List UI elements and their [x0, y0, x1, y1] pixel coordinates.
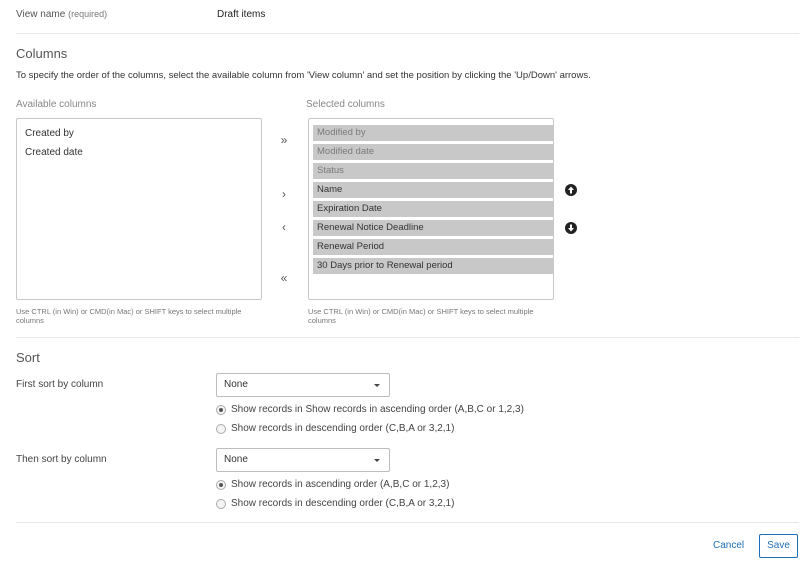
cancel-button[interactable]: Cancel	[713, 540, 745, 551]
list-item[interactable]: Modified by	[313, 125, 553, 141]
columns-instructions: To specify the order of the columns, select the available column from 'View column' and set the position by clicking the 'Up/Down' arrows.	[16, 70, 591, 81]
radio-button[interactable]	[216, 405, 226, 415]
caret-down-icon	[374, 384, 380, 387]
radio-label: Show records in descending order (C,B,A or 3,2,1)	[231, 423, 455, 434]
arrow-up-circle-icon[interactable]	[565, 184, 577, 196]
first-sort-label: First sort by column	[16, 379, 104, 390]
list-item[interactable]: Status	[313, 163, 553, 179]
divider	[16, 337, 799, 338]
first-sort-select[interactable]	[216, 373, 390, 397]
then-sort-selected-value: None	[224, 454, 248, 465]
radio-button[interactable]	[216, 424, 226, 434]
selected-columns-list[interactable]	[308, 118, 554, 300]
selected-columns-hint: Use CTRL (in Win) or CMD(in Mac) or SHIFT keys to select multiple columns	[308, 307, 534, 325]
radio-label: Show records in descending order (C,B,A or 3,2,1)	[231, 498, 455, 509]
available-columns-hint: Use CTRL (in Win) or CMD(in Mac) or SHIFT keys to select multiple columns	[16, 307, 242, 325]
radio-label: Show records in Show records in ascending order (A,B,C or 1,2,3)	[231, 404, 524, 415]
selected-columns-heading: Selected columns	[306, 99, 385, 110]
list-item[interactable]: Modified date	[313, 144, 553, 160]
list-item[interactable]: Renewal Notice Deadline	[313, 220, 553, 236]
remove-all-button[interactable]: «	[280, 271, 288, 285]
radio-button[interactable]	[216, 480, 226, 490]
radio-label: Show records in ascending order (A,B,C or 1,2,3)	[231, 479, 450, 490]
arrow-down-circle-icon[interactable]	[565, 222, 577, 234]
columns-section-title: Columns	[16, 46, 68, 61]
required-note: (required)	[68, 9, 108, 19]
list-item[interactable]: Created by	[25, 128, 74, 139]
view-name-label: View name (required)	[16, 9, 108, 20]
caret-down-icon	[374, 459, 380, 462]
then-sort-label: Then sort by column	[16, 454, 107, 465]
radio-button[interactable]	[216, 499, 226, 509]
add-button[interactable]: ›	[282, 187, 286, 201]
first-sort-selected-value: None	[224, 379, 248, 390]
sort-section-title: Sort	[16, 350, 40, 365]
available-columns-list[interactable]	[16, 118, 262, 300]
list-item[interactable]: Expiration Date	[313, 201, 553, 217]
then-sort-select[interactable]	[216, 448, 390, 472]
remove-button[interactable]: ‹	[282, 220, 286, 234]
add-all-button[interactable]: »	[280, 133, 288, 147]
divider	[16, 522, 799, 523]
list-item[interactable]: Renewal Period	[313, 239, 553, 255]
divider	[16, 33, 799, 34]
list-item[interactable]: 30 Days prior to Renewal period	[313, 258, 553, 274]
list-item[interactable]: Name	[313, 182, 553, 198]
list-item[interactable]: Created date	[25, 147, 83, 158]
save-button[interactable]: Save	[759, 534, 798, 558]
available-columns-heading: Available columns	[16, 99, 97, 110]
view-name-value: Draft items	[217, 9, 266, 20]
